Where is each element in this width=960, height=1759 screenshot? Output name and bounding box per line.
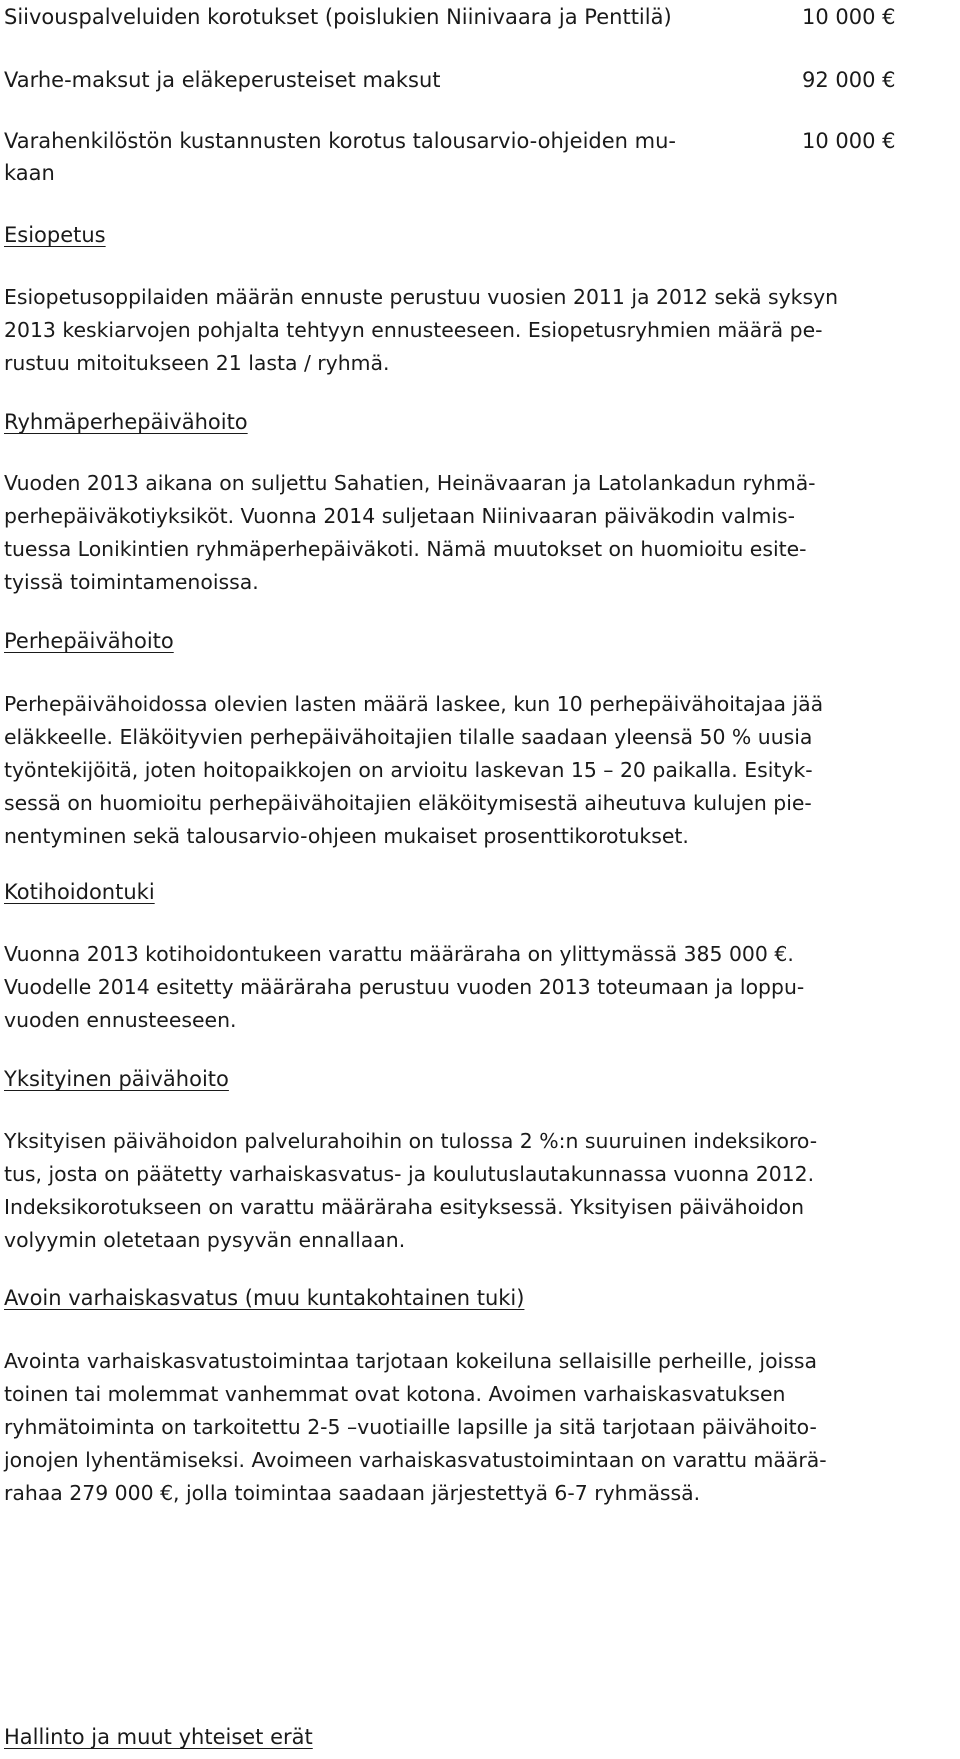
cost-label: Siivouspalveluiden korotukset (poislukien Niinivaara ja Penttilä)	[4, 5, 672, 29]
cost-row-substitute-staff	[4, 125, 896, 189]
section-text-perhepaivahoito: Perhepäivähoidossa olevien lasten määrä laskee, kun 10 perhepäivähoitajaa jää eläkkeelle. Eläköityvien perhepäivähoitajien tilalle saadaan yleensä 50 % uusia työntekijöitä, joten hoitopaikkojen on arvioitu laskevan 15 – 20 paikalla. Esityk- sessä on huomioitu perhepäivähoitajien eläköitymisestä aiheutuva kulujen pie- nentyminen sekä talousarvio-ohjeen mukaiset prosenttikorotukset.	[4, 692, 824, 848]
section-text-avoin-varhaiskasvatus: Avointa varhaiskasvatustoimintaa tarjotaan kokeiluna sellaisille perheille, joissa toinen tai molemmat vanhemmat ovat kotona. Avoimen varhaiskasvatuksen ryhmätoiminta on tarkoitettu 2-5 –vuotiaille lapsille ja sitä tarjotaan päivähoito- jonojen lyhentämiseksi. Avoimeen varhaiskasvatustoimintaan on varattu määrä- rahaa 279 000 €, jolla toimintaa saadaan järjestettyä 6-7 ryhmässä.	[4, 1349, 827, 1505]
cost-amount: 10 000 €	[802, 5, 896, 29]
cost-row-cleaning	[4, 1, 896, 33]
cost-amount: 10 000 €	[802, 129, 896, 153]
section-heading-esiopetus: Esiopetus	[4, 223, 106, 247]
section-heading-perhepaivahoito: Perhepäivähoito	[4, 629, 174, 653]
section-text-kotihoidontuki: Vuonna 2013 kotihoidontukeen varattu määräraha on ylittymässä 385 000 €. Vuodelle 2014 esitetty määräraha perustuu vuoden 2013 toteumaan ja loppu- vuoden ennusteeseen.	[4, 942, 805, 1032]
cost-label: Varahenkilöstön kustannusten korotus talousarvio-ohjeiden mu- kaan	[4, 129, 676, 185]
section-heading-yksityinen-paivahoito: Yksityinen päivähoito	[4, 1067, 229, 1091]
section-heading-ryhmaperhepaivahoito: Ryhmäperhepäivähoito	[4, 410, 248, 434]
cost-amount: 92 000 €	[802, 68, 896, 92]
section-heading-hallinto: Hallinto ja muut yhteiset erät	[4, 1725, 313, 1749]
section-text-esiopetus: Esiopetusoppilaiden määrän ennuste perustuu vuosien 2011 ja 2012 sekä syksyn 2013 keskiarvojen pohjalta tehtyyn ennusteeseen. Esiopetusryhmien määrä pe- rustuu mitoitukseen 21 lasta / ryhmä.	[4, 285, 839, 375]
section-text-yksityinen-paivahoito: Yksityisen päivähoidon palvelurahoihin on tulossa 2 %:n suuruinen indeksikoro- tus, josta on päätetty varhaiskasvatus- ja koulutuslautakunnassa vuonna 2012. Indeksikorotukseen on varattu määräraha esityksessä. Yksityisen päivähoidon volyymin oletetaan pysyvän ennallaan.	[4, 1129, 818, 1252]
section-heading-kotihoidontuki: Kotihoidontuki	[4, 880, 155, 904]
section-heading-avoin-varhaiskasvatus: Avoin varhaiskasvatus (muu kuntakohtainen tuki)	[4, 1286, 525, 1310]
section-text-ryhmaperhepaivahoito: Vuoden 2013 aikana on suljettu Sahatien, Heinävaaran ja Latolankadun ryhmä- perhepäiväkotiyksiköt. Vuonna 2014 suljetaan Niinivaaran päiväkodin valmis- tuessa Lonikintien ryhmäperhepäiväkoti. Nämä muutokset on huomioitu esite- tyissä toimintamenoissa.	[4, 471, 816, 594]
cost-row-varhe	[4, 64, 896, 96]
cost-label: Varhe-maksut ja eläkeperusteiset maksut	[4, 68, 441, 92]
